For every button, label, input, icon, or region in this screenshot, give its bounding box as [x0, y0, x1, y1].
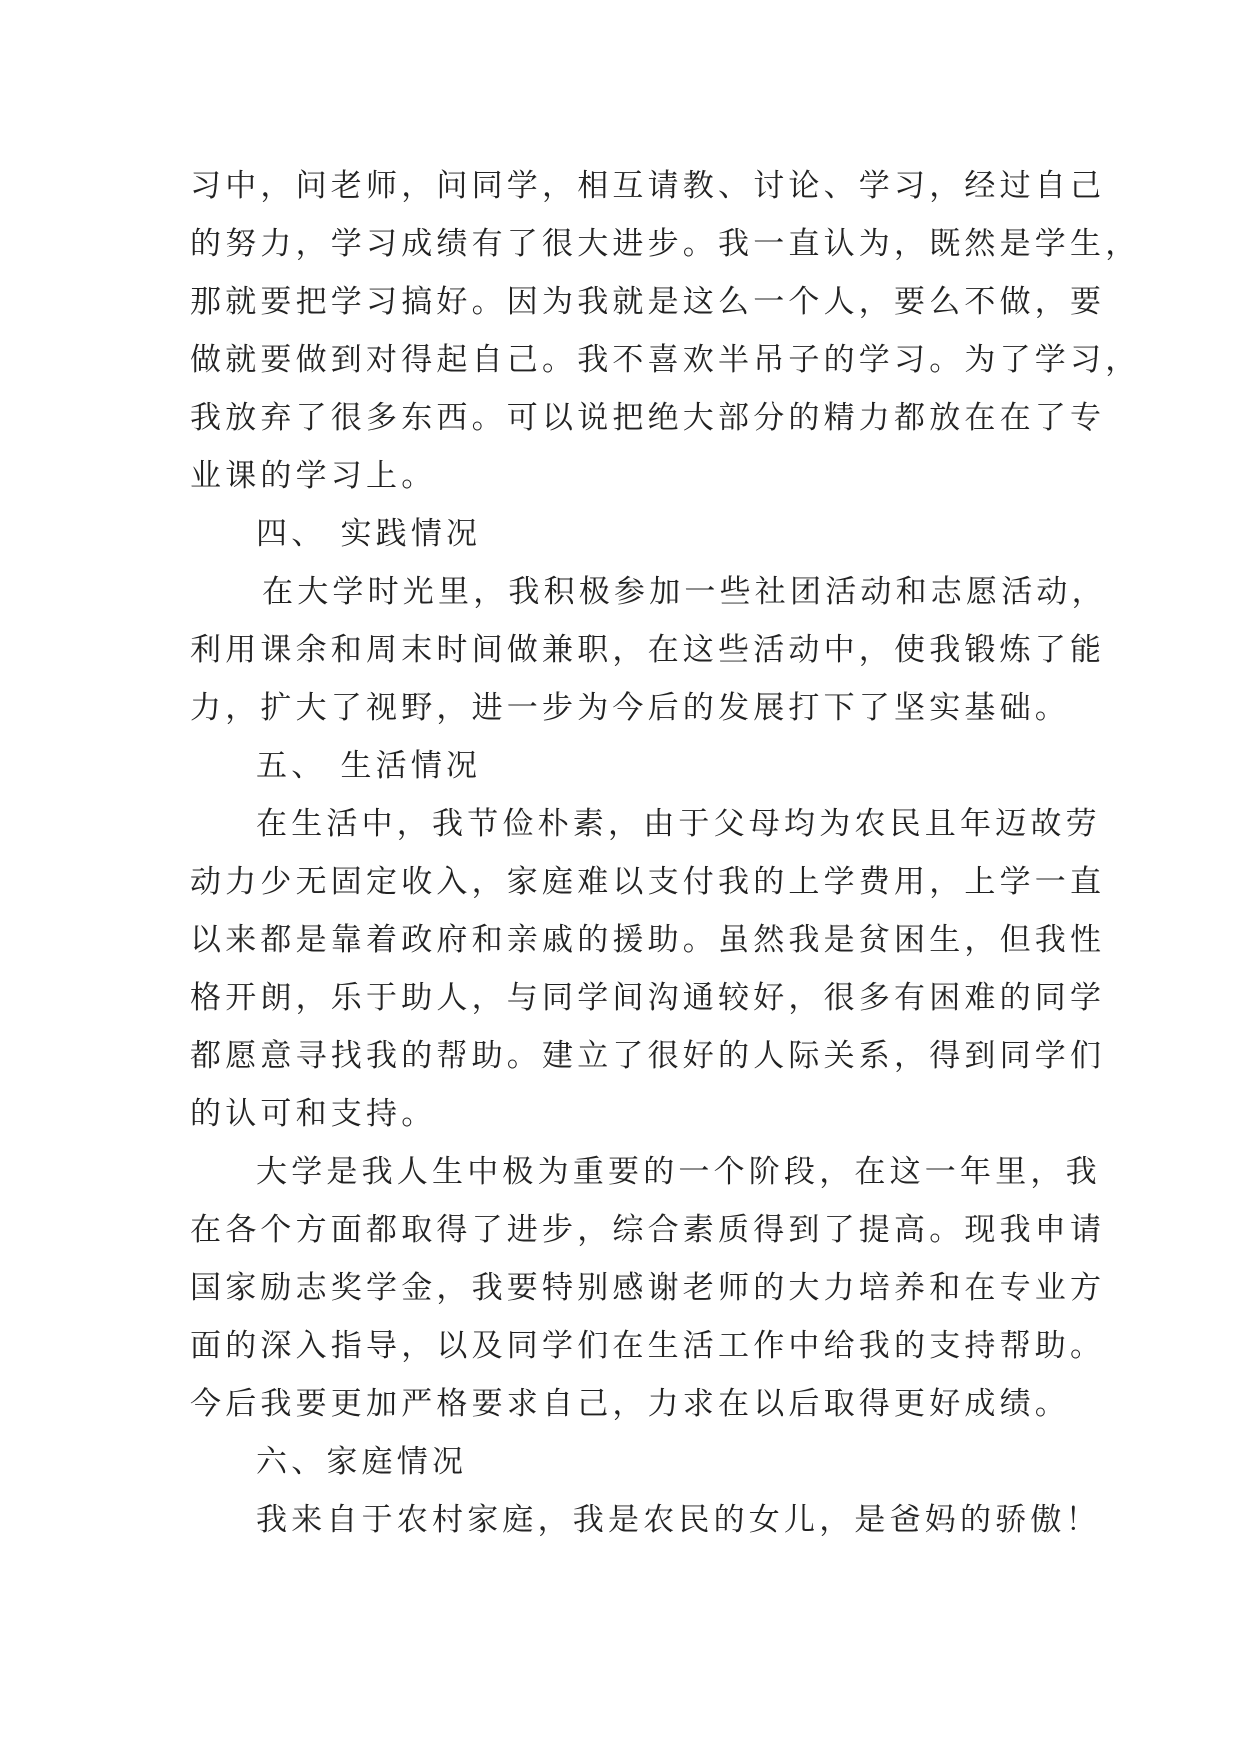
section-heading-family: 六、家庭情况 — [256, 1444, 468, 1480]
paragraph-line: 格开朗，乐于助人，与同学间沟通较好，很多有困难的同学 — [190, 980, 1106, 1016]
paragraph-line: 业课的学习上。 — [190, 458, 437, 494]
paragraph-line: 以来都是靠着政府和亲戚的援助。虽然我是贫困生，但我性 — [190, 922, 1106, 958]
paragraph-line: 的努力，学习成绩有了很大进步。我一直认为，既然是学生， — [190, 226, 1141, 262]
paragraph-line: 的认可和支持。 — [190, 1096, 437, 1132]
paragraph-line: 我放弃了很多东西。可以说把绝大部分的精力都放在在了专 — [190, 400, 1106, 436]
paragraph-line: 大学是我人生中极为重要的一个阶段，在这一年里，我 — [256, 1154, 1101, 1190]
paragraph-line: 今后我要更加严格要求自己，力求在以后取得更好成绩。 — [190, 1386, 1070, 1422]
section-heading-practice: 四、 实践情况 — [256, 516, 482, 552]
paragraph-line: 习中，问老师，问同学，相互请教、讨论、学习，经过自己 — [190, 168, 1106, 204]
paragraph-line: 国家励志奖学金，我要特别感谢老师的大力培养和在专业方 — [190, 1270, 1106, 1306]
paragraph-line: 那就要把学习搞好。因为我就是这么一个人，要么不做，要 — [190, 284, 1106, 320]
paragraph-line: 利用课余和周末时间做兼职，在这些活动中，使我锻炼了能 — [190, 632, 1106, 668]
paragraph-line: 动力少无固定收入，家庭难以支付我的上学费用，上学一直 — [190, 864, 1106, 900]
paragraph-line: 面的深入指导，以及同学们在生活工作中给我的支持帮助。 — [190, 1328, 1106, 1364]
paragraph-line: 在生活中，我节俭朴素，由于父母均为农民且年迈故劳 — [256, 806, 1101, 842]
paragraph-line: 在各个方面都取得了进步，综合素质得到了提高。现我申请 — [190, 1212, 1106, 1248]
paragraph-line: 力，扩大了视野，进一步为今后的发展打下了坚实基础。 — [190, 690, 1070, 726]
paragraph-line: 我来自于农村家庭，我是农民的女儿，是爸妈的骄傲！ — [256, 1502, 1101, 1538]
section-heading-life: 五、 生活情况 — [256, 748, 482, 784]
paragraph-line: 都愿意寻找我的帮助。建立了很好的人际关系，得到同学们 — [190, 1038, 1106, 1074]
paragraph-line: 在大学时光里，我积极参加一些社团活动和志愿活动， — [262, 574, 1107, 610]
paragraph-line: 做就要做到对得起自己。我不喜欢半吊子的学习。为了学习， — [190, 342, 1141, 378]
